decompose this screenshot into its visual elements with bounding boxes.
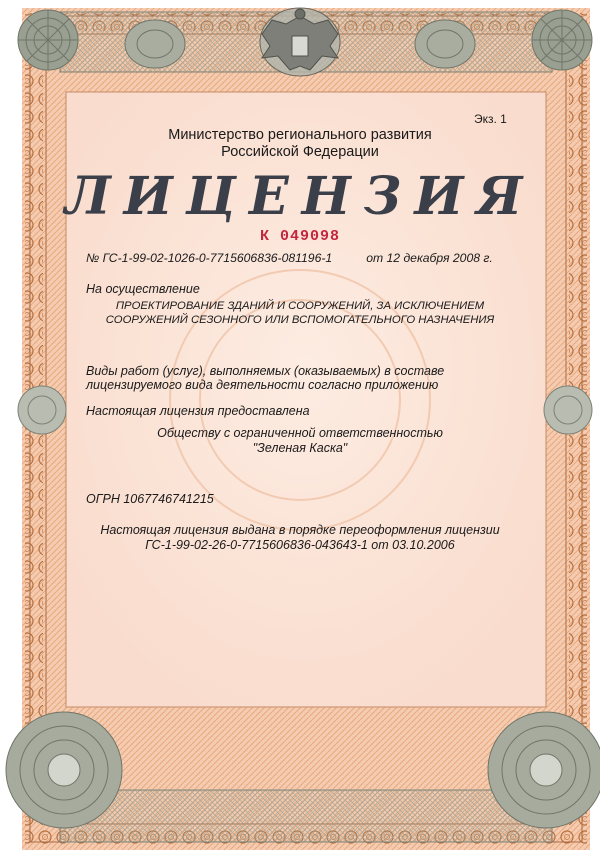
works-line1: Виды работ (услуг), выполняемых (оказываемых) в составе xyxy=(86,364,445,378)
activity-label: На осуществление xyxy=(86,282,200,296)
ogrn-number: ОГРН 1067746741215 xyxy=(86,492,214,506)
document-title: ЛИЦЕНЗИЯ xyxy=(64,166,536,227)
copy-label: Экз. 1 xyxy=(474,112,507,126)
organization-line2: "Зеленая Каска" xyxy=(252,441,348,455)
license-date: от 12 декабря 2008 г. xyxy=(366,251,493,265)
activity-line1: ПРОЕКТИРОВАНИЕ ЗДАНИЙ И СООРУЖЕНИЙ, ЗА ИСКЛЮЧЕНИЕМ xyxy=(115,300,485,312)
ministry-name-line2: Российской Федерации xyxy=(221,144,379,160)
license-number: № ГС-1-99-02-1026-0-7715606836-081196-1 xyxy=(86,251,333,265)
works-line2: лицензируемого вида деятельности согласно приложению xyxy=(86,378,439,392)
license-number-line xyxy=(86,251,493,265)
activity-line2: СООРУЖЕНИЙ СЕЗОННОГО ИЛИ ВСПОМОГАТЕЛЬНОГО НАЗНАЧЕНИЯ xyxy=(105,314,495,326)
reissue-line2: ГС-1-99-02-26-0-7715606836-043643-1 от 03.10.2006 xyxy=(145,538,455,552)
provided-label: Настоящая лицензия предоставлена xyxy=(86,404,310,418)
organization-line1: Обществу с ограниченной ответственностью xyxy=(157,426,443,440)
reissue-line1: Настоящая лицензия выдана в порядке переоформления лицензии xyxy=(100,523,500,537)
serial-number: К 049098 xyxy=(259,228,340,245)
ministry-name-line1: Министерство регионального развития xyxy=(168,127,432,143)
